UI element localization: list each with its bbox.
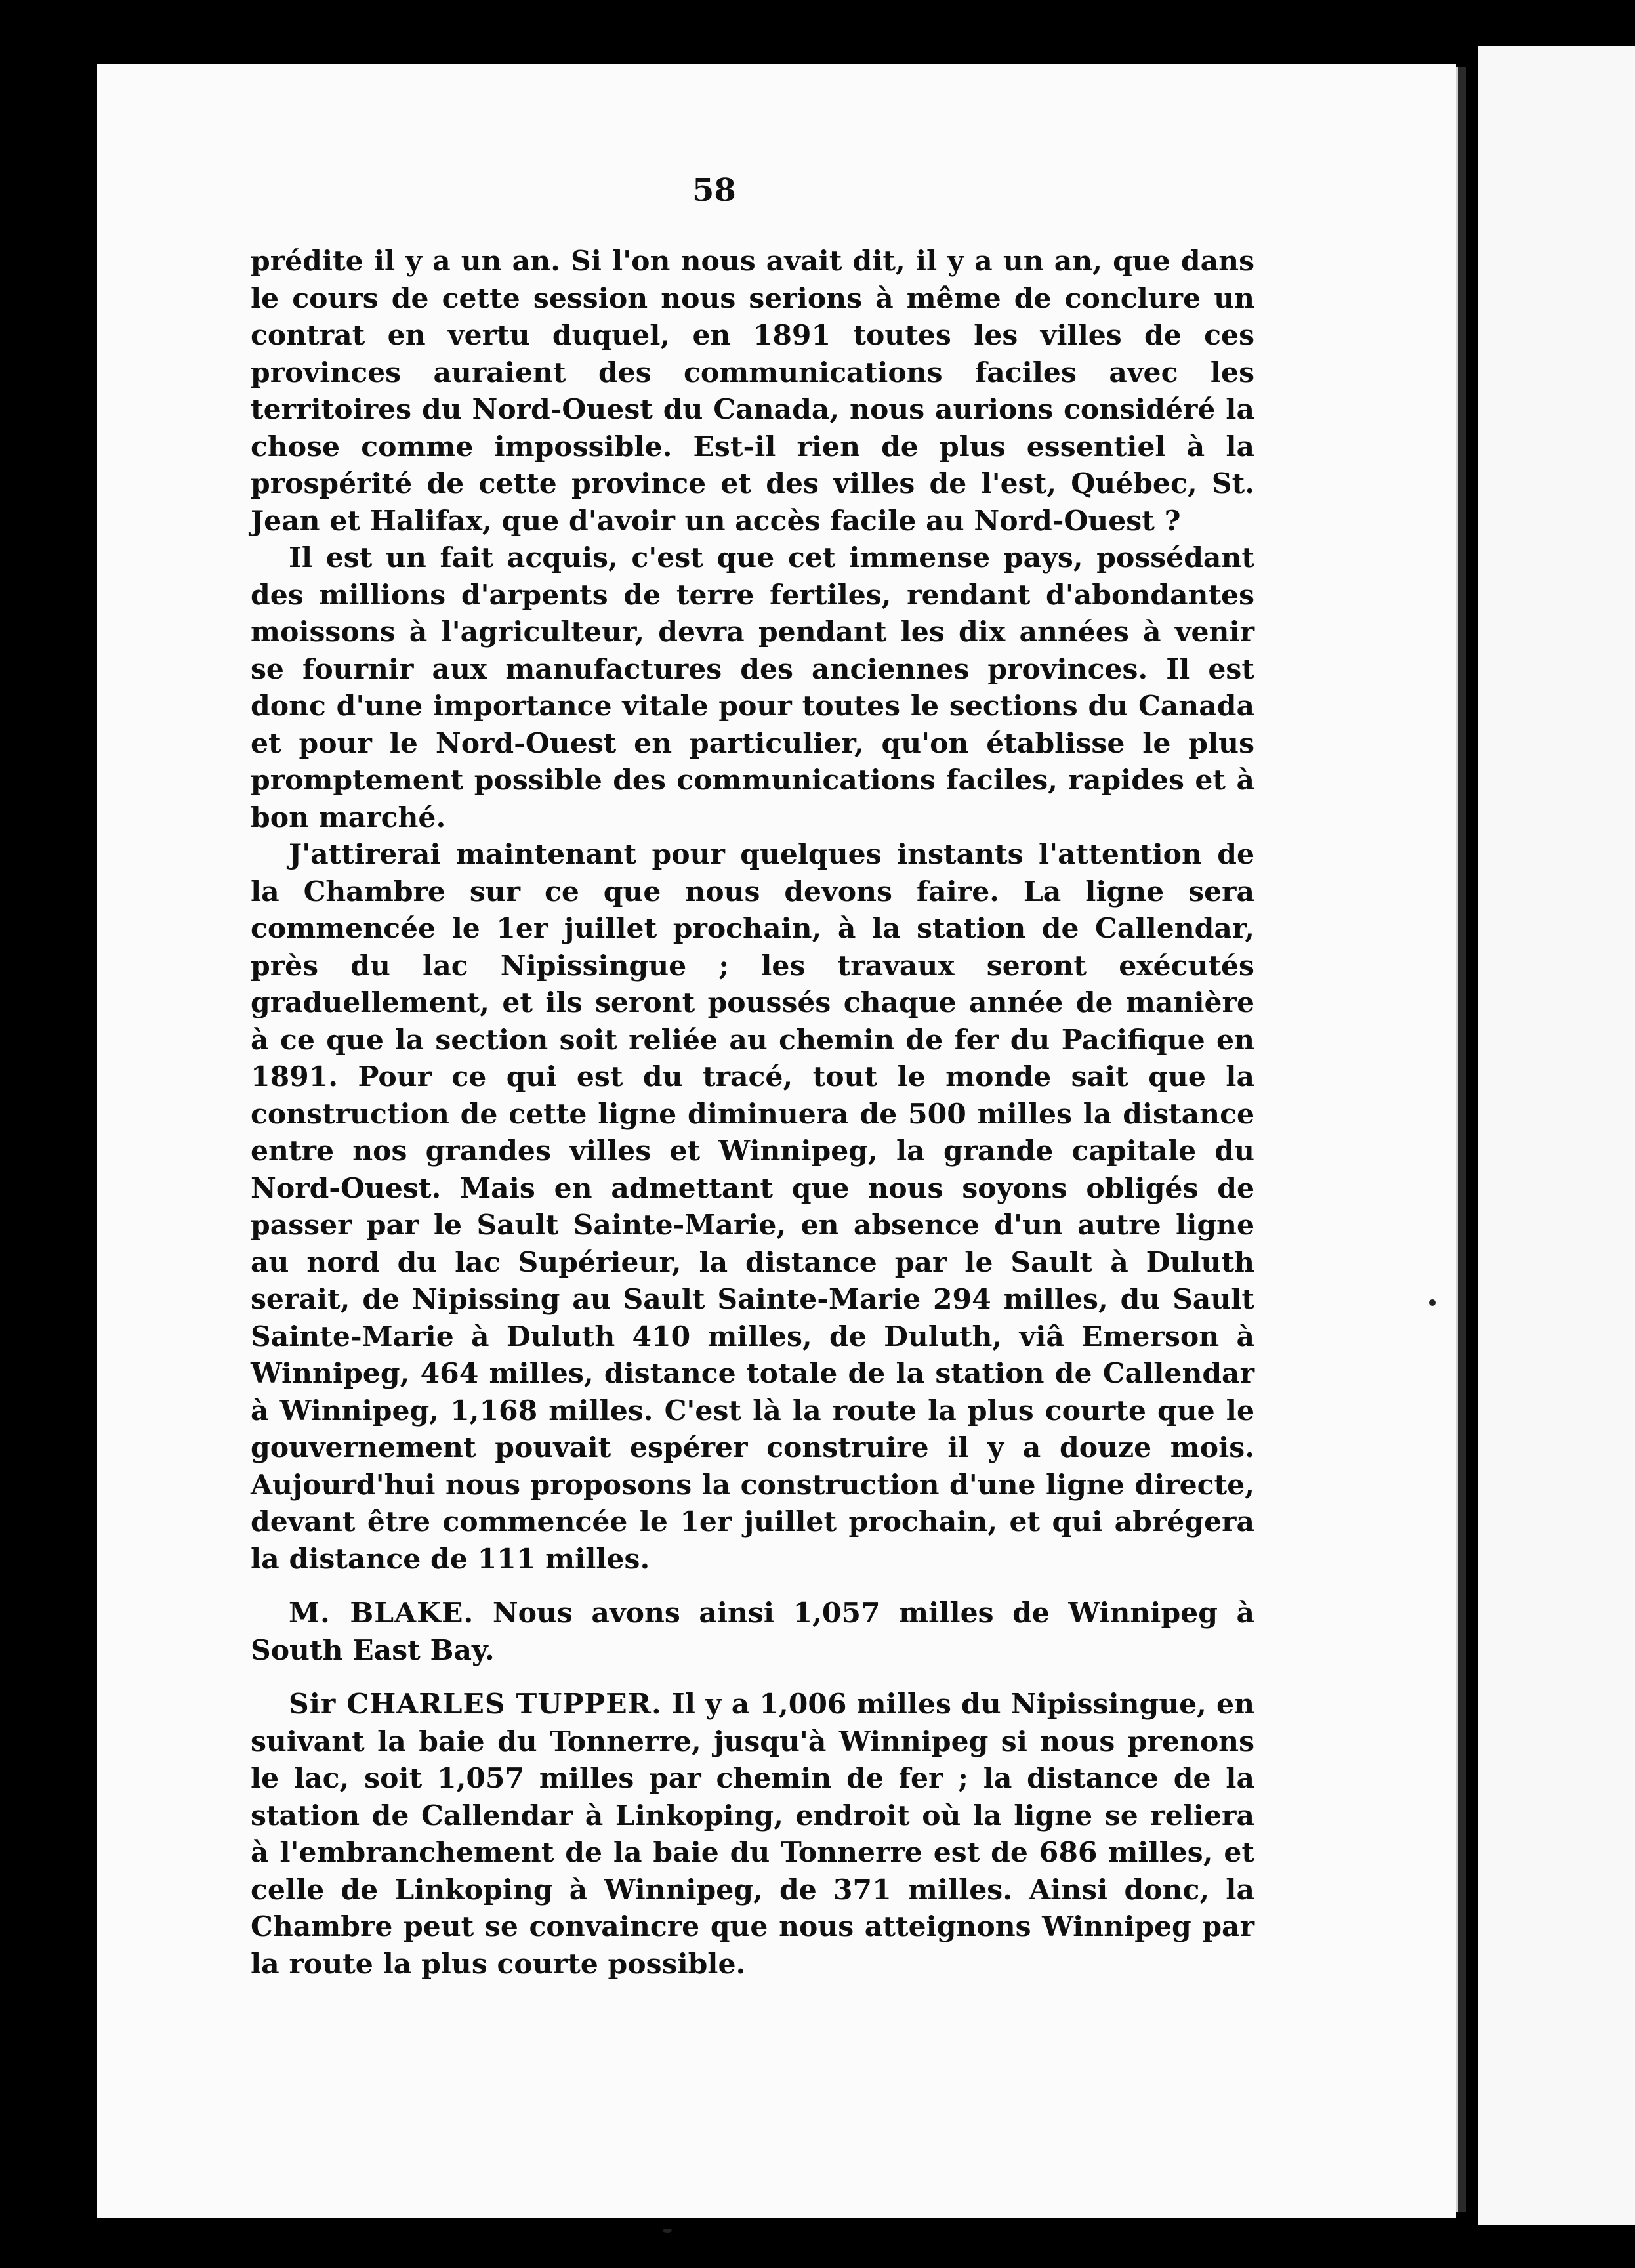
- paragraph-5: [251, 1686, 1254, 1983]
- ink-speck: [1429, 1299, 1436, 1306]
- paragraph-4: [251, 1595, 1254, 1669]
- speech-text: Nous avons ainsi 1,057 milles de Winnipeg à South East Bay.: [251, 1597, 1255, 1667]
- speaker-name: M. BLAKE.: [289, 1597, 474, 1629]
- speaker-name: Sir CHARLES TUPPER.: [289, 1688, 662, 1721]
- ink-speck: [663, 2229, 672, 2233]
- page-edge: [1456, 67, 1466, 2212]
- paragraph-2: Il est un fait acquis, c'est que cet immense pays, possédant des millions d'arpents de terre fertiles, rendant d'abondantes moissons à l'agriculteur, devra pendant les dix années à venir se fournir aux manufactures des anciennes provinces. Il est donc d'une importance vitale pour toutes le sections du Canada et pour le Nord-Ouest en particulier, qu'on établisse le plus promptement possible des communications faciles, rapides et à bon marché.: [251, 541, 1254, 834]
- speech-text: Il y a 1,006 milles du Nipissingue, en suivant la baie du Tonnerre, jusqu'à Winnipeg si nous prenons le lac, soit 1,057 milles par chemin de fer ; la distance de la station de Callendar à Linkoping, endroit où la ligne se reliera à l'embranchement de la baie du Tonnerre est de 686 milles, et celle de Linkoping à Winnipeg, de 371 milles. Ainsi donc, la Chambre peut se convaincre que nous atteignons Winnipeg par la route la plus courte possible.: [251, 1688, 1254, 1981]
- page-number: 58: [692, 172, 736, 209]
- adjacent-page: [1478, 46, 1635, 2225]
- paragraph-3: J'attirerai maintenant pour quelques instants l'attention de la Chambre sur ce que nous devons faire. La ligne sera commencée le 1er juillet prochain, à la station de Callendar, près du lac Nipissingue ; les travaux seront exécutés graduellement, et ils seront poussés chaque année de manière à ce que la section soit reliée au chemin de fer du Pacifique en 1891. Pour ce qui est du tracé, tout le monde sait que la construction de cette ligne diminuera de 500 milles la distance entre nos grandes villes et Winnipeg, la grande capitale du Nord-Ouest. Mais en admettant que nous soyons obligés de passer par le Sault Sainte-Marie, en absence d'un autre ligne au nord du lac Supérieur, la distance par le Sault à Duluth serait, de Nipissing au Sault Sainte-Marie 294 milles, du Sault Sainte-Marie à Duluth 410 milles, de Duluth, viâ Emerson à Winnipeg, 464 milles, distance totale de la station de Callendar à Winnipeg, 1,168 milles. C'est là la route la plus courte que le gouvernement pouvait espérer construire il y a douze mois. Aujourd'hui nous proposons la construction d'une ligne directe, devant être commencée le 1er juillet prochain, et qui abrégera la distance de 111 milles.: [251, 838, 1254, 1576]
- body-text: [251, 243, 1254, 1983]
- paragraph-1: prédite il y a un an. Si l'on nous avait dit, il y a un an, que dans le cours de cette session nous serions à même de conclure un contrat en vertu duquel, en 1891 toutes les villes de ces provinces auraient des communications faciles avec les territoires du Nord-Ouest du Canada, nous aurions considéré la chose comme impossible. Est-il rien de plus essentiel à la prospérité de cette province et des villes de l'est, Québec, St. Jean et Halifax, que d'avoir un accès facile au Nord-Ouest ?: [251, 245, 1254, 537]
